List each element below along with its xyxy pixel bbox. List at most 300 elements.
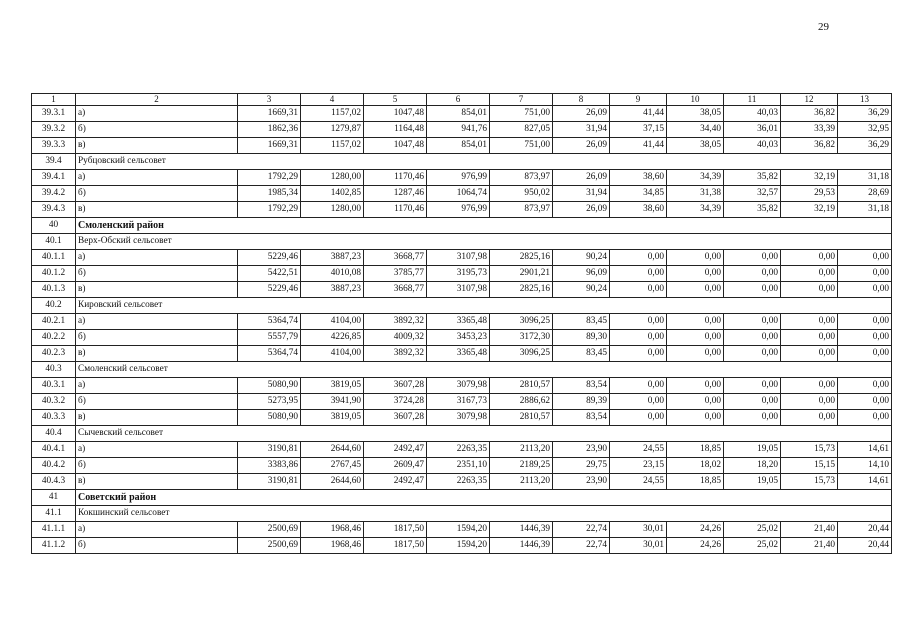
value-cell: 751,00	[490, 106, 553, 122]
value-cell: 0,00	[610, 410, 667, 426]
value-cell: 30,01	[610, 522, 667, 538]
value-cell: 83,54	[553, 378, 610, 394]
tariff-table	[31, 93, 892, 554]
value-cell: 1064,74	[427, 186, 490, 202]
value-cell: 36,01	[724, 122, 781, 138]
value-cell: 36,82	[781, 106, 838, 122]
value-cell: 38,60	[610, 170, 667, 186]
column-header: 5	[364, 94, 427, 106]
value-cell: 3107,98	[427, 250, 490, 266]
variant-label: б)	[76, 122, 238, 138]
value-cell: 2492,47	[364, 442, 427, 458]
value-cell: 90,24	[553, 282, 610, 298]
value-cell: 41,44	[610, 106, 667, 122]
value-cell: 0,00	[667, 266, 724, 282]
variant-label: в)	[76, 410, 238, 426]
value-cell: 3819,05	[301, 410, 364, 426]
council-row	[32, 506, 892, 522]
value-cell: 0,00	[667, 330, 724, 346]
value-cell: 18,85	[667, 442, 724, 458]
value-cell: 23,15	[610, 458, 667, 474]
row-number: 40.3	[32, 362, 76, 378]
value-cell: 2492,47	[364, 474, 427, 490]
value-cell: 83,45	[553, 346, 610, 362]
value-cell: 5422,51	[238, 266, 301, 282]
value-cell: 31,94	[553, 186, 610, 202]
row-number: 40.2.3	[32, 346, 76, 362]
value-cell: 2263,35	[427, 442, 490, 458]
variant-label: а)	[76, 170, 238, 186]
value-cell: 1170,46	[364, 170, 427, 186]
value-cell: 1817,50	[364, 538, 427, 554]
council-title: Смоленский сельсовет	[76, 362, 892, 378]
value-cell: 3190,81	[238, 442, 301, 458]
table-row	[32, 202, 892, 218]
value-cell: 3365,48	[427, 346, 490, 362]
column-header: 9	[610, 94, 667, 106]
value-cell: 0,00	[724, 394, 781, 410]
value-cell: 3607,28	[364, 378, 427, 394]
council-title: Кокшинский сельсовет	[76, 506, 892, 522]
row-number: 40	[32, 218, 76, 234]
value-cell: 2500,69	[238, 538, 301, 554]
value-cell: 4226,85	[301, 330, 364, 346]
row-number: 41.1	[32, 506, 76, 522]
value-cell: 2113,20	[490, 474, 553, 490]
value-cell: 0,00	[610, 346, 667, 362]
value-cell: 31,38	[667, 186, 724, 202]
value-cell: 37,15	[610, 122, 667, 138]
value-cell: 1446,39	[490, 538, 553, 554]
value-cell: 3668,77	[364, 250, 427, 266]
value-cell: 31,18	[838, 170, 892, 186]
value-cell: 24,55	[610, 474, 667, 490]
value-cell: 1164,48	[364, 122, 427, 138]
table-row	[32, 394, 892, 410]
value-cell: 4104,00	[301, 314, 364, 330]
column-header: 7	[490, 94, 553, 106]
value-cell: 873,97	[490, 202, 553, 218]
table-row	[32, 138, 892, 154]
value-cell: 0,00	[838, 314, 892, 330]
value-cell: 1594,20	[427, 538, 490, 554]
value-cell: 5229,46	[238, 250, 301, 266]
row-number: 40.2.2	[32, 330, 76, 346]
value-cell: 18,85	[667, 474, 724, 490]
value-cell: 35,82	[724, 170, 781, 186]
column-header: 6	[427, 94, 490, 106]
value-cell: 1402,85	[301, 186, 364, 202]
value-cell: 5364,74	[238, 314, 301, 330]
value-cell: 34,40	[667, 122, 724, 138]
column-header: 10	[667, 94, 724, 106]
value-cell: 30,01	[610, 538, 667, 554]
table-row	[32, 474, 892, 490]
row-number: 41.1.2	[32, 538, 76, 554]
value-cell: 3892,32	[364, 346, 427, 362]
row-number: 40.3.2	[32, 394, 76, 410]
value-cell: 2886,62	[490, 394, 553, 410]
value-cell: 3668,77	[364, 282, 427, 298]
value-cell: 40,03	[724, 106, 781, 122]
value-cell: 976,99	[427, 202, 490, 218]
value-cell: 3453,23	[427, 330, 490, 346]
value-cell: 14,61	[838, 442, 892, 458]
value-cell: 1157,02	[301, 106, 364, 122]
value-cell: 25,02	[724, 522, 781, 538]
value-cell: 22,74	[553, 522, 610, 538]
table-row	[32, 122, 892, 138]
council-title: Сычевский сельсовет	[76, 426, 892, 442]
value-cell: 2825,16	[490, 282, 553, 298]
value-cell: 5080,90	[238, 378, 301, 394]
variant-label: в)	[76, 474, 238, 490]
value-cell: 2810,57	[490, 378, 553, 394]
council-title: Рубцовский сельсовет	[76, 154, 892, 170]
row-number: 39.4	[32, 154, 76, 170]
variant-label: б)	[76, 394, 238, 410]
value-cell: 3096,25	[490, 346, 553, 362]
value-cell: 3096,25	[490, 314, 553, 330]
value-cell: 29,53	[781, 186, 838, 202]
council-title: Кировский сельсовет	[76, 298, 892, 314]
row-number: 40.4.3	[32, 474, 76, 490]
row-number: 40.4	[32, 426, 76, 442]
value-cell: 5273,95	[238, 394, 301, 410]
variant-label: в)	[76, 282, 238, 298]
value-cell: 2644,60	[301, 474, 364, 490]
value-cell: 21,40	[781, 522, 838, 538]
value-cell: 2901,21	[490, 266, 553, 282]
value-cell: 34,39	[667, 170, 724, 186]
value-cell: 0,00	[724, 314, 781, 330]
value-cell: 90,24	[553, 250, 610, 266]
value-cell: 89,39	[553, 394, 610, 410]
value-cell: 32,19	[781, 202, 838, 218]
value-cell: 0,00	[781, 394, 838, 410]
value-cell: 0,00	[781, 314, 838, 330]
column-header: 2	[76, 94, 238, 106]
value-cell: 4009,32	[364, 330, 427, 346]
value-cell: 5229,46	[238, 282, 301, 298]
row-number: 40.1.1	[32, 250, 76, 266]
table-row	[32, 522, 892, 538]
row-number: 40.3.1	[32, 378, 76, 394]
value-cell: 0,00	[610, 378, 667, 394]
table-row	[32, 170, 892, 186]
row-number: 40.4.2	[32, 458, 76, 474]
value-cell: 0,00	[667, 250, 724, 266]
table-row	[32, 314, 892, 330]
value-cell: 950,02	[490, 186, 553, 202]
value-cell: 15,15	[781, 458, 838, 474]
value-cell: 0,00	[838, 394, 892, 410]
value-cell: 14,61	[838, 474, 892, 490]
value-cell: 4104,00	[301, 346, 364, 362]
row-number: 39.3.1	[32, 106, 76, 122]
table-row	[32, 266, 892, 282]
value-cell: 3172,30	[490, 330, 553, 346]
value-cell: 3383,86	[238, 458, 301, 474]
table-row	[32, 346, 892, 362]
value-cell: 24,26	[667, 538, 724, 554]
value-cell: 3167,73	[427, 394, 490, 410]
value-cell: 0,00	[838, 330, 892, 346]
value-cell: 33,39	[781, 122, 838, 138]
value-cell: 38,05	[667, 106, 724, 122]
table-row	[32, 410, 892, 426]
value-cell: 5557,79	[238, 330, 301, 346]
value-cell: 21,40	[781, 538, 838, 554]
value-cell: 3892,32	[364, 314, 427, 330]
value-cell: 3107,98	[427, 282, 490, 298]
variant-label: б)	[76, 186, 238, 202]
value-cell: 0,00	[724, 330, 781, 346]
value-cell: 0,00	[610, 394, 667, 410]
value-cell: 3607,28	[364, 410, 427, 426]
header-row	[32, 94, 892, 106]
variant-label: а)	[76, 106, 238, 122]
table-row	[32, 106, 892, 122]
row-number: 40.2	[32, 298, 76, 314]
value-cell: 15,73	[781, 442, 838, 458]
value-cell: 0,00	[724, 250, 781, 266]
value-cell: 18,02	[667, 458, 724, 474]
value-cell: 28,69	[838, 186, 892, 202]
column-header: 1	[32, 94, 76, 106]
value-cell: 0,00	[838, 410, 892, 426]
value-cell: 0,00	[667, 282, 724, 298]
value-cell: 1157,02	[301, 138, 364, 154]
variant-label: б)	[76, 330, 238, 346]
variant-label: б)	[76, 538, 238, 554]
value-cell: 26,09	[553, 202, 610, 218]
value-cell: 1446,39	[490, 522, 553, 538]
column-header: 3	[238, 94, 301, 106]
value-cell: 3079,98	[427, 378, 490, 394]
value-cell: 3785,77	[364, 266, 427, 282]
value-cell: 0,00	[667, 346, 724, 362]
value-cell: 36,29	[838, 138, 892, 154]
table-row	[32, 282, 892, 298]
council-row	[32, 426, 892, 442]
value-cell: 41,44	[610, 138, 667, 154]
row-number: 39.4.3	[32, 202, 76, 218]
page-number: 29	[818, 21, 829, 33]
value-cell: 2189,25	[490, 458, 553, 474]
value-cell: 0,00	[724, 266, 781, 282]
value-cell: 26,09	[553, 170, 610, 186]
value-cell: 22,74	[553, 538, 610, 554]
value-cell: 0,00	[838, 250, 892, 266]
table-row	[32, 330, 892, 346]
value-cell: 2263,35	[427, 474, 490, 490]
variant-label: б)	[76, 266, 238, 282]
value-cell: 18,20	[724, 458, 781, 474]
row-number: 41	[32, 490, 76, 506]
variant-label: в)	[76, 138, 238, 154]
value-cell: 1985,34	[238, 186, 301, 202]
variant-label: а)	[76, 378, 238, 394]
value-cell: 2810,57	[490, 410, 553, 426]
value-cell: 0,00	[667, 378, 724, 394]
value-cell: 0,00	[610, 282, 667, 298]
value-cell: 976,99	[427, 170, 490, 186]
council-title: Верх-Обский сельсовет	[76, 234, 892, 250]
column-header: 8	[553, 94, 610, 106]
value-cell: 941,76	[427, 122, 490, 138]
value-cell: 25,02	[724, 538, 781, 554]
district-title: Смоленский район	[76, 218, 892, 234]
value-cell: 1170,46	[364, 202, 427, 218]
council-row	[32, 234, 892, 250]
value-cell: 5080,90	[238, 410, 301, 426]
value-cell: 32,95	[838, 122, 892, 138]
value-cell: 32,57	[724, 186, 781, 202]
council-row	[32, 298, 892, 314]
variant-label: а)	[76, 314, 238, 330]
row-number: 40.1.3	[32, 282, 76, 298]
column-header: 11	[724, 94, 781, 106]
value-cell: 0,00	[781, 250, 838, 266]
row-number: 40.2.1	[32, 314, 76, 330]
value-cell: 0,00	[781, 282, 838, 298]
value-cell: 0,00	[610, 266, 667, 282]
value-cell: 0,00	[610, 330, 667, 346]
value-cell: 1280,00	[301, 170, 364, 186]
row-number: 39.3.2	[32, 122, 76, 138]
value-cell: 40,03	[724, 138, 781, 154]
value-cell: 20,44	[838, 522, 892, 538]
value-cell: 1669,31	[238, 138, 301, 154]
value-cell: 1669,31	[238, 106, 301, 122]
value-cell: 83,45	[553, 314, 610, 330]
value-cell: 0,00	[724, 378, 781, 394]
value-cell: 96,09	[553, 266, 610, 282]
variant-label: в)	[76, 346, 238, 362]
value-cell: 24,55	[610, 442, 667, 458]
value-cell: 23,90	[553, 442, 610, 458]
table-body	[32, 106, 892, 554]
value-cell: 854,01	[427, 138, 490, 154]
value-cell: 5364,74	[238, 346, 301, 362]
value-cell: 20,44	[838, 538, 892, 554]
value-cell: 0,00	[724, 346, 781, 362]
column-header: 4	[301, 94, 364, 106]
value-cell: 32,19	[781, 170, 838, 186]
variant-label: а)	[76, 250, 238, 266]
value-cell: 0,00	[781, 330, 838, 346]
district-title: Советский район	[76, 490, 892, 506]
value-cell: 1792,29	[238, 202, 301, 218]
row-number: 39.4.2	[32, 186, 76, 202]
district-row	[32, 218, 892, 234]
value-cell: 1862,36	[238, 122, 301, 138]
value-cell: 31,18	[838, 202, 892, 218]
value-cell: 34,85	[610, 186, 667, 202]
value-cell: 1279,87	[301, 122, 364, 138]
value-cell: 1792,29	[238, 170, 301, 186]
value-cell: 854,01	[427, 106, 490, 122]
table-row	[32, 250, 892, 266]
row-number: 40.1.2	[32, 266, 76, 282]
value-cell: 23,90	[553, 474, 610, 490]
value-cell: 1047,48	[364, 138, 427, 154]
value-cell: 3887,23	[301, 282, 364, 298]
value-cell: 36,29	[838, 106, 892, 122]
variant-label: б)	[76, 458, 238, 474]
value-cell: 89,30	[553, 330, 610, 346]
district-row	[32, 490, 892, 506]
value-cell: 26,09	[553, 106, 610, 122]
value-cell: 29,75	[553, 458, 610, 474]
value-cell: 2825,16	[490, 250, 553, 266]
value-cell: 2113,20	[490, 442, 553, 458]
council-row	[32, 154, 892, 170]
value-cell: 1047,48	[364, 106, 427, 122]
value-cell: 2644,60	[301, 442, 364, 458]
value-cell: 3365,48	[427, 314, 490, 330]
value-cell: 36,82	[781, 138, 838, 154]
variant-label: а)	[76, 522, 238, 538]
value-cell: 15,73	[781, 474, 838, 490]
value-cell: 3724,28	[364, 394, 427, 410]
variant-label: в)	[76, 202, 238, 218]
value-cell: 4010,08	[301, 266, 364, 282]
value-cell: 0,00	[667, 314, 724, 330]
value-cell: 83,54	[553, 410, 610, 426]
value-cell: 0,00	[781, 410, 838, 426]
column-header: 12	[781, 94, 838, 106]
value-cell: 0,00	[610, 250, 667, 266]
value-cell: 38,05	[667, 138, 724, 154]
table-row	[32, 378, 892, 394]
value-cell: 0,00	[781, 266, 838, 282]
value-cell: 3190,81	[238, 474, 301, 490]
council-row	[32, 362, 892, 378]
value-cell: 0,00	[724, 282, 781, 298]
value-cell: 0,00	[781, 378, 838, 394]
value-cell: 3887,23	[301, 250, 364, 266]
value-cell: 2609,47	[364, 458, 427, 474]
value-cell: 1968,46	[301, 538, 364, 554]
table-row	[32, 538, 892, 554]
value-cell: 2351,10	[427, 458, 490, 474]
row-number: 39.4.1	[32, 170, 76, 186]
value-cell: 35,82	[724, 202, 781, 218]
row-number: 41.1.1	[32, 522, 76, 538]
value-cell: 1968,46	[301, 522, 364, 538]
value-cell: 0,00	[838, 266, 892, 282]
value-cell: 31,94	[553, 122, 610, 138]
value-cell: 0,00	[838, 346, 892, 362]
value-cell: 19,05	[724, 442, 781, 458]
value-cell: 751,00	[490, 138, 553, 154]
value-cell: 0,00	[838, 378, 892, 394]
value-cell: 2500,69	[238, 522, 301, 538]
value-cell: 3195,73	[427, 266, 490, 282]
variant-label: а)	[76, 442, 238, 458]
value-cell: 0,00	[667, 410, 724, 426]
value-cell: 38,60	[610, 202, 667, 218]
row-number: 40.3.3	[32, 410, 76, 426]
table-row	[32, 186, 892, 202]
value-cell: 1594,20	[427, 522, 490, 538]
value-cell: 3941,90	[301, 394, 364, 410]
table-row	[32, 442, 892, 458]
value-cell: 0,00	[838, 282, 892, 298]
value-cell: 24,26	[667, 522, 724, 538]
